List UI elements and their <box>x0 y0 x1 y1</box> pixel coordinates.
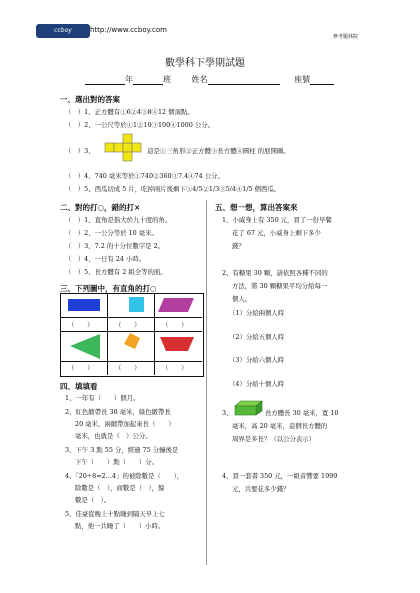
s1-item-4: （ ）4、740 毫米等於①740②360③7.4④74 公分。 <box>65 172 224 180</box>
s4-line-6: 下午（ ）點（ ）分。 <box>75 458 159 466</box>
s4-line-9: 數是（ ）。 <box>75 496 111 504</box>
s2-item-3: （ ）3、7.2 的十分位數字是 2。 <box>65 242 165 250</box>
s2-item-5: （ ）5、長方體有 2 組全等的面。 <box>65 268 167 276</box>
column-divider <box>206 200 207 565</box>
name-row: 年 班 姓名 座號 <box>85 74 334 85</box>
s1-item-3-text: 這是①三角形②正方體③長方體④圓柱 的展開圖。 <box>147 147 290 155</box>
paren-1[interactable]: （ ） <box>68 321 94 329</box>
paren-4[interactable]: （ ） <box>68 364 94 372</box>
section1-heading: 一、選出對的答案 <box>60 95 120 104</box>
paren-5[interactable]: （ ） <box>115 364 141 372</box>
s1-item-5: （ ）5、西瓜切成 5 片，吃掉兩片後剩下①4/5②1/3③5/4④1/5 個西瓜。 <box>65 185 281 193</box>
year-blank[interactable] <box>85 76 125 85</box>
section4-heading: 四、填填看 <box>60 382 98 391</box>
cube-net-figure <box>103 130 143 170</box>
s5-line-6: 個人。 <box>232 295 252 303</box>
section2-heading: 二、對的打○，錯的打× <box>60 203 141 212</box>
s4-line-5: 3、下午 3 點 55 分，經過 75 分鐘後是 <box>65 446 179 454</box>
blue-rectangle <box>68 299 100 311</box>
s1-item-1: （ ）1、正方體有①6②4③8④12 個頂點。 <box>65 108 194 116</box>
s4-line-11: 點，他一共睡了（ ）小時。 <box>75 522 165 530</box>
site-url[interactable]: http://www.ccboy.com <box>90 26 167 34</box>
class-blank[interactable] <box>133 76 163 85</box>
s5-line-13: 毫米，高 20 毫米，這個長方體的 <box>232 422 328 430</box>
s5-line-16: 元，共要花多少錢？ <box>232 485 290 493</box>
s5-line-15: 4、買一套書 350 元，一組音響要 1999 <box>222 472 338 480</box>
s4-line-8: 除數是（ ），商數是（ ），餘 <box>75 484 165 492</box>
cyan-square <box>129 297 144 312</box>
s4-line-4: 毫米，也就是（ ）公分。 <box>75 432 152 440</box>
green-triangle <box>70 334 100 359</box>
s1-item-2: （ ）2、一公尺等於①1②10③100④1000 公分。 <box>65 121 215 129</box>
s4-line-2: 2、紅色緞帶長 30 毫米，綠色緞帶長 <box>65 408 171 416</box>
green-box-figure <box>234 400 264 416</box>
s5-line-12: 長方體長 30 毫米，寬 10 <box>265 409 339 417</box>
s5-line-11: 3、 <box>222 409 233 417</box>
s5-line-7: （1）分給兩個人時 <box>229 309 285 317</box>
s5-line-9: （3）分給六個人時 <box>229 356 285 364</box>
name-blank[interactable] <box>208 76 280 85</box>
s5-line-3: 錢？ <box>232 242 245 250</box>
section5-heading: 五、想一想，算出答案來 <box>215 203 298 212</box>
corner-note: 參考題林院 <box>333 34 359 40</box>
s5-line-4: 2、有糖果 30 顆，請依照各種不同的 <box>222 269 328 277</box>
page-title: 數學科下學期試題 <box>165 58 245 69</box>
purple-parallelogram <box>158 298 194 312</box>
paren-6[interactable]: （ ） <box>162 364 188 372</box>
paren-2[interactable]: （ ） <box>115 321 141 329</box>
s5-line-10: （4）分給十個人時 <box>229 380 285 388</box>
site-logo: ccboy <box>36 24 90 38</box>
s2-item-1: （ ）1、直角是指大於九十度的角。 <box>65 216 172 224</box>
s5-line-1: 1、小威身上有 350 元，買了一份早餐 <box>222 216 332 224</box>
s5-line-2: 花了 67 元，小威身上剩下多少 <box>232 229 321 237</box>
s5-line-14: 周界是多長？（以公分表示） <box>232 435 316 443</box>
seat-blank[interactable] <box>310 76 334 85</box>
s5-line-8: （2）分給五個人時 <box>229 333 285 341</box>
s4-line-1: 1、一年有（ ）個月。 <box>65 394 140 402</box>
s5-line-5: 方法，將 30 顆糖果平均分給每一 <box>232 282 328 290</box>
s2-item-4: （ ）4、一日有 24 小時。 <box>65 255 146 263</box>
section3-heading: 三、下列圖中，有直角的打○ <box>60 284 157 293</box>
orange-square <box>124 333 140 349</box>
s2-item-2: （ ）2、一公分等於 10 毫米。 <box>65 229 158 237</box>
paren-3[interactable]: （ ） <box>162 321 188 329</box>
red-trapezoid <box>160 337 194 351</box>
s1-item-3: （ ）3、 <box>65 147 95 155</box>
s4-line-3: 20 毫米，兩緞帶加起來長（ ） <box>75 420 175 428</box>
s4-line-7: 4、「20÷8=2…4」的被除數是（ ）， <box>65 472 184 480</box>
s4-line-10: 5、佳豪從晚上十點睡到隔天早上七 <box>65 510 165 518</box>
